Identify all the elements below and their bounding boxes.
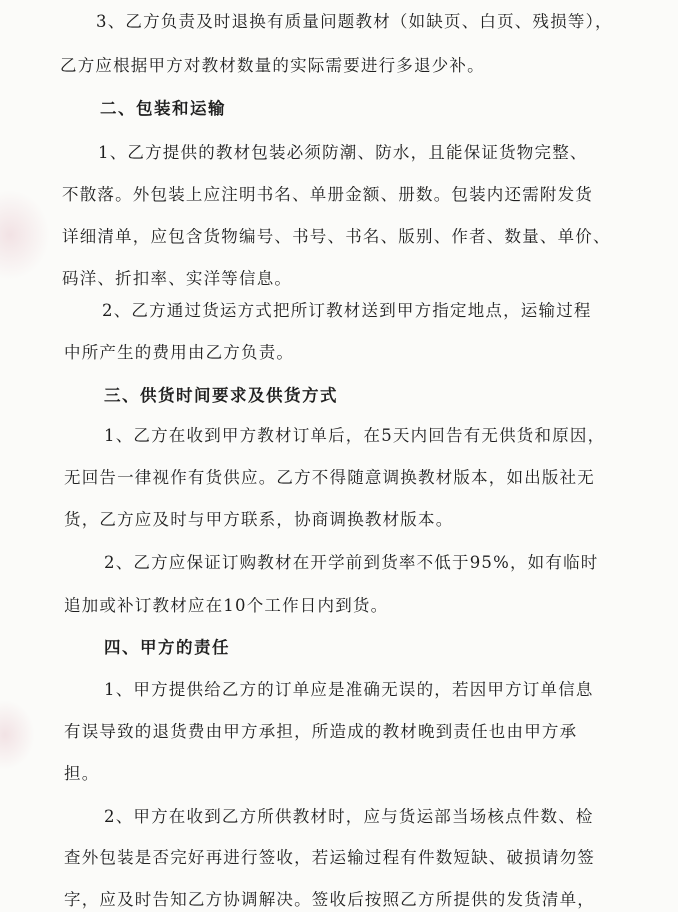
paragraph-line: 2、乙方通过货运方式把所订教材送到甲方指定地点，运输过程 [102, 301, 592, 320]
paragraph-line: 详细清单，应包含货物编号、书号、书名、版别、作者、数量、单价、 [62, 227, 611, 246]
paragraph-line: 1、甲方提供给乙方的订单应是准确无误的，若因甲方订单信息 [104, 680, 594, 699]
paragraph-line: 1、乙方提供的教材包装必须防潮、防水，且能保证货物完整、 [98, 143, 588, 162]
paragraph-line: 追加或补订教材应在10个工作日内到货。 [64, 596, 389, 615]
paragraph-line: 2、甲方在收到乙方所供教材时，应与货运部当场核点件数、检 [104, 807, 594, 826]
paragraph-line: 有误导致的退货费由甲方承担，所造成的教材晚到责任也由甲方承 [64, 722, 578, 741]
section-heading: 二、包装和运输 [100, 99, 226, 118]
paragraph-line: 字，应及时告知乙方协调解决。签收后按照乙方所提供的发货清单， [64, 890, 595, 909]
section-heading: 四、甲方的责任 [104, 638, 230, 657]
paragraph-line: 乙方应根据甲方对教材数量的实际需要进行多退少补。 [60, 56, 485, 75]
paper-stain [0, 700, 35, 770]
paragraph-line: 不散落。外包装上应注明书名、单册金额、册数。包装内还需附发货 [62, 185, 593, 204]
section-heading: 三、供货时间要求及供货方式 [104, 386, 338, 405]
paragraph-line: 1、乙方在收到甲方教材订单后，在5天内回告有无供货和原因， [104, 426, 606, 445]
paragraph-line: 码洋、折扣率、实洋等信息。 [62, 269, 293, 288]
paragraph-line: 货，乙方应及时与甲方联系，协商调换教材版本。 [64, 510, 454, 529]
paragraph-line: 查外包装是否完好再进行签收，若运输过程有件数短缺、破损请勿签 [64, 848, 595, 867]
paragraph-line: 3、乙方负责及时退换有质量问题教材（如缺页、白页、残损等）， [96, 12, 613, 31]
paragraph-line: 中所产生的费用由乙方负责。 [64, 343, 295, 362]
paragraph-line: 2、乙方应保证订购教材在开学前到货率不低于95%，如有临时 [104, 553, 599, 572]
paragraph-line: 担。 [64, 764, 100, 783]
paragraph-line: 无回告一律视作有货供应。乙方不得随意调换教材版本，如出版社无 [64, 468, 595, 487]
paper-stain [0, 190, 50, 280]
